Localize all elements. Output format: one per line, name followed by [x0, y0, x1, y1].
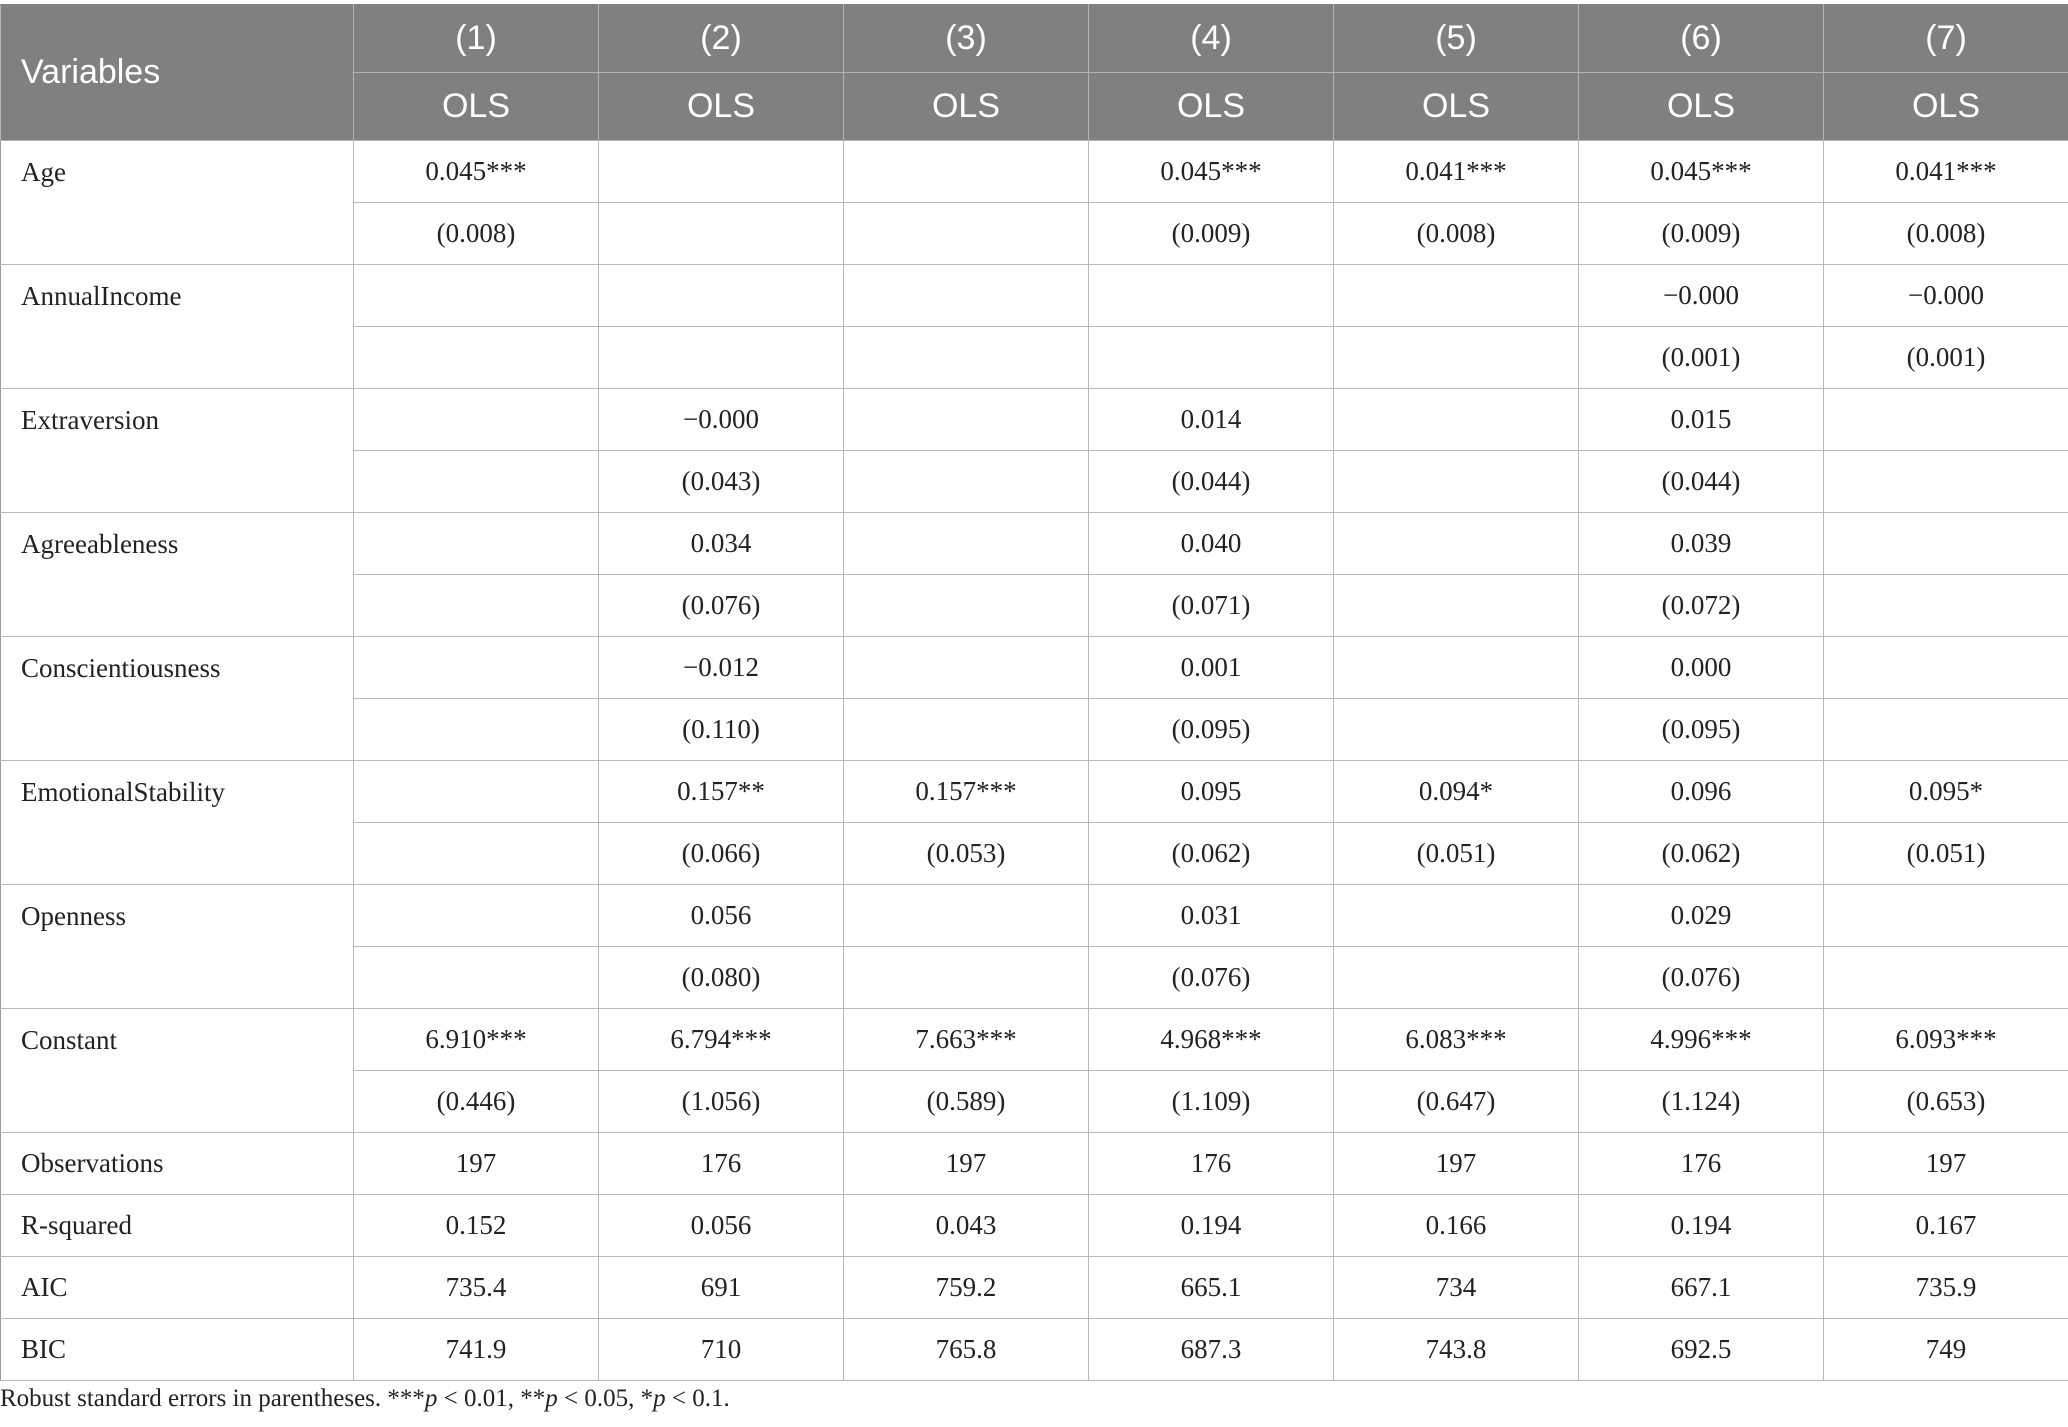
standard-error-cell: (0.008): [1824, 203, 2068, 265]
coefficient-cell: −0.000: [1824, 265, 2068, 327]
coefficient-cell: 0.000: [1579, 637, 1824, 699]
standard-error-cell: (0.008): [1334, 203, 1579, 265]
column-header: (6): [1579, 5, 1824, 73]
coefficient-cell: [844, 141, 1089, 203]
coefficient-row: [1, 885, 2068, 947]
footnote-p-symbol: p: [424, 1385, 438, 1412]
coefficient-cell: 0.031: [1089, 885, 1334, 947]
statistic-cell: 692.5: [1579, 1319, 1824, 1381]
standard-error-cell: [354, 947, 599, 1009]
standard-error-cell: (0.062): [1579, 823, 1824, 885]
standard-error-cell: (0.053): [844, 823, 1089, 885]
standard-error-cell: [354, 575, 599, 637]
standard-error-cell: (0.446): [354, 1071, 599, 1133]
coefficient-row: [1, 265, 2068, 327]
coefficient-cell: 0.157**: [599, 761, 844, 823]
standard-error-cell: (0.062): [1089, 823, 1334, 885]
coefficient-row: [1, 389, 2068, 451]
statistic-row: [1, 1195, 2068, 1257]
standard-error-cell: (0.110): [599, 699, 844, 761]
standard-error-cell: [1089, 327, 1334, 389]
statistic-label: BIC: [1, 1319, 354, 1381]
standard-error-cell: (1.124): [1579, 1071, 1824, 1133]
statistic-cell: 197: [844, 1133, 1089, 1195]
standard-error-cell: [354, 699, 599, 761]
standard-error-cell: [1824, 575, 2068, 637]
standard-error-cell: (0.008): [354, 203, 599, 265]
coefficient-cell: [1334, 389, 1579, 451]
statistic-cell: 735.9: [1824, 1257, 2068, 1319]
coefficient-cell: 0.094*: [1334, 761, 1579, 823]
footnote-threshold: < 0.05,: [557, 1385, 641, 1412]
coefficient-cell: 0.045***: [1089, 141, 1334, 203]
statistic-cell: 197: [1334, 1133, 1579, 1195]
statistic-label: AIC: [1, 1257, 354, 1319]
coefficient-cell: 0.040: [1089, 513, 1334, 575]
method-header: OLS: [1334, 73, 1579, 141]
coefficient-cell: 0.045***: [354, 141, 599, 203]
standard-error-cell: [1334, 699, 1579, 761]
standard-error-cell: (0.080): [599, 947, 844, 1009]
column-header: (3): [844, 5, 1089, 73]
coefficient-cell: 0.015: [1579, 389, 1824, 451]
standard-error-cell: (0.044): [1579, 451, 1824, 513]
statistic-cell: 0.152: [354, 1195, 599, 1257]
statistic-cell: 0.194: [1089, 1195, 1334, 1257]
variable-label: EmotionalStability: [1, 761, 354, 885]
coefficient-cell: [844, 265, 1089, 327]
standard-error-cell: (0.647): [1334, 1071, 1579, 1133]
coefficient-cell: 0.157***: [844, 761, 1089, 823]
variable-label: Constant: [1, 1009, 354, 1133]
coefficient-cell: 6.910***: [354, 1009, 599, 1071]
variable-label: AnnualIncome: [1, 265, 354, 389]
statistic-cell: 176: [1089, 1133, 1334, 1195]
variable-label: Age: [1, 141, 354, 265]
standard-error-cell: [354, 327, 599, 389]
statistic-cell: 741.9: [354, 1319, 599, 1381]
coefficient-cell: [1824, 513, 2068, 575]
column-header: (4): [1089, 5, 1334, 73]
coefficient-cell: 0.001: [1089, 637, 1334, 699]
standard-error-cell: (0.076): [1089, 947, 1334, 1009]
method-header: OLS: [599, 73, 844, 141]
table-header: [1, 5, 2068, 141]
coefficient-cell: 0.096: [1579, 761, 1824, 823]
coefficient-cell: 0.045***: [1579, 141, 1824, 203]
statistic-cell: 710: [599, 1319, 844, 1381]
footnote-stars: ***: [387, 1385, 425, 1412]
standard-error-cell: (0.072): [1579, 575, 1824, 637]
footnote-prefix: Robust standard errors in parentheses.: [0, 1385, 388, 1412]
coefficient-cell: 4.968***: [1089, 1009, 1334, 1071]
footnote-p-symbol: p: [545, 1385, 558, 1412]
coefficient-cell: 7.663***: [844, 1009, 1089, 1071]
statistic-cell: 0.167: [1824, 1195, 2068, 1257]
standard-error-cell: [1334, 327, 1579, 389]
coefficient-cell: 0.041***: [1334, 141, 1579, 203]
coefficient-row: [1, 637, 2068, 699]
statistic-cell: 765.8: [844, 1319, 1089, 1381]
standard-error-cell: (0.051): [1824, 823, 2068, 885]
standard-error-cell: (0.095): [1089, 699, 1334, 761]
statistic-cell: 749: [1824, 1319, 2068, 1381]
statistic-cell: 735.4: [354, 1257, 599, 1319]
standard-error-cell: [354, 451, 599, 513]
column-header: (5): [1334, 5, 1579, 73]
coefficient-cell: −0.000: [1579, 265, 1824, 327]
coefficient-cell: [844, 389, 1089, 451]
method-header: OLS: [1089, 73, 1334, 141]
coefficient-cell: [1334, 513, 1579, 575]
coefficient-cell: [599, 265, 844, 327]
coefficient-cell: 6.794***: [599, 1009, 844, 1071]
statistic-cell: 197: [1824, 1133, 2068, 1195]
standard-error-cell: [844, 947, 1089, 1009]
statistic-cell: 0.194: [1579, 1195, 1824, 1257]
standard-error-cell: [1824, 947, 2068, 1009]
coefficient-cell: 6.093***: [1824, 1009, 2068, 1071]
coefficient-row: [1, 141, 2068, 203]
standard-error-cell: (0.095): [1579, 699, 1824, 761]
standard-error-cell: [1334, 451, 1579, 513]
statistic-cell: 743.8: [1334, 1319, 1579, 1381]
coefficient-cell: 0.034: [599, 513, 844, 575]
statistic-cell: 0.043: [844, 1195, 1089, 1257]
coefficient-cell: −0.000: [599, 389, 844, 451]
coefficient-cell: [1824, 637, 2068, 699]
statistic-cell: 665.1: [1089, 1257, 1334, 1319]
statistic-cell: 759.2: [844, 1257, 1089, 1319]
coefficient-cell: 0.056: [599, 885, 844, 947]
standard-error-cell: [1824, 451, 2068, 513]
coefficient-row: [1, 1009, 2068, 1071]
statistic-row: [1, 1319, 2068, 1381]
coefficient-cell: [354, 761, 599, 823]
statistic-cell: 734: [1334, 1257, 1579, 1319]
coefficient-row: [1, 761, 2068, 823]
standard-error-cell: (0.589): [844, 1071, 1089, 1133]
statistic-cell: 0.056: [599, 1195, 844, 1257]
coefficient-cell: [1824, 885, 2068, 947]
column-header: (1): [354, 5, 599, 73]
standard-error-cell: (0.076): [1579, 947, 1824, 1009]
standard-error-cell: [599, 327, 844, 389]
coefficient-cell: 0.029: [1579, 885, 1824, 947]
standard-error-cell: (0.653): [1824, 1071, 2068, 1133]
standard-error-cell: [844, 451, 1089, 513]
standard-error-cell: (0.043): [599, 451, 844, 513]
standard-error-cell: [844, 699, 1089, 761]
coefficient-cell: 0.095: [1089, 761, 1334, 823]
variable-label: Extraversion: [1, 389, 354, 513]
coefficient-cell: [1824, 389, 2068, 451]
coefficient-cell: [844, 637, 1089, 699]
coefficient-cell: [354, 637, 599, 699]
statistic-cell: 197: [354, 1133, 599, 1195]
standard-error-cell: (0.066): [599, 823, 844, 885]
standard-error-cell: (1.109): [1089, 1071, 1334, 1133]
column-header: (7): [1824, 5, 2068, 73]
standard-error-cell: (0.044): [1089, 451, 1334, 513]
standard-error-cell: [354, 823, 599, 885]
standard-error-cell: [844, 575, 1089, 637]
standard-error-cell: [844, 327, 1089, 389]
coefficient-cell: 0.041***: [1824, 141, 2068, 203]
method-header: OLS: [354, 73, 599, 141]
coefficient-cell: [354, 389, 599, 451]
coefficient-cell: [1334, 885, 1579, 947]
standard-error-cell: (0.071): [1089, 575, 1334, 637]
table-footnote: [0, 1385, 730, 1413]
standard-error-cell: [599, 203, 844, 265]
coefficient-cell: [844, 885, 1089, 947]
variables-header: Variables: [1, 5, 354, 141]
header-row-columns: [1, 5, 2068, 73]
standard-error-cell: (0.009): [1089, 203, 1334, 265]
coefficient-cell: [354, 265, 599, 327]
coefficient-cell: 6.083***: [1334, 1009, 1579, 1071]
footnote-stars: **: [520, 1385, 546, 1412]
standard-error-cell: (0.001): [1824, 327, 2068, 389]
standard-error-cell: (0.001): [1579, 327, 1824, 389]
coefficient-cell: 0.095*: [1824, 761, 2068, 823]
coefficient-cell: [354, 513, 599, 575]
coefficient-cell: [1334, 637, 1579, 699]
statistic-label: R-squared: [1, 1195, 354, 1257]
standard-error-cell: (0.051): [1334, 823, 1579, 885]
statistic-row: [1, 1257, 2068, 1319]
method-header: OLS: [1579, 73, 1824, 141]
standard-error-cell: (0.009): [1579, 203, 1824, 265]
standard-error-cell: (1.056): [599, 1071, 844, 1133]
coefficient-cell: [844, 513, 1089, 575]
standard-error-cell: [844, 203, 1089, 265]
statistic-label: Observations: [1, 1133, 354, 1195]
coefficient-cell: 4.996***: [1579, 1009, 1824, 1071]
coefficient-cell: −0.012: [599, 637, 844, 699]
statistic-cell: 687.3: [1089, 1319, 1334, 1381]
regression-table: [0, 4, 2068, 1381]
standard-error-cell: [1334, 947, 1579, 1009]
coefficient-cell: 0.039: [1579, 513, 1824, 575]
method-header: OLS: [844, 73, 1089, 141]
coefficient-cell: [1089, 265, 1334, 327]
table-body: [1, 141, 2068, 1381]
variable-label: Openness: [1, 885, 354, 1009]
standard-error-cell: (0.076): [599, 575, 844, 637]
variable-label: Conscientiousness: [1, 637, 354, 761]
method-header: OLS: [1824, 73, 2068, 141]
statistic-cell: 0.166: [1334, 1195, 1579, 1257]
footnote-threshold: < 0.01,: [437, 1385, 521, 1412]
standard-error-cell: [1334, 575, 1579, 637]
variable-label: Agreeableness: [1, 513, 354, 637]
statistic-row: [1, 1133, 2068, 1195]
statistic-cell: 667.1: [1579, 1257, 1824, 1319]
coefficient-cell: [599, 141, 844, 203]
coefficient-cell: [354, 885, 599, 947]
footnote-p-symbol: p: [653, 1385, 666, 1412]
statistic-cell: 176: [599, 1133, 844, 1195]
statistic-cell: 176: [1579, 1133, 1824, 1195]
column-header: (2): [599, 5, 844, 73]
statistic-cell: 691: [599, 1257, 844, 1319]
coefficient-cell: 0.014: [1089, 389, 1334, 451]
standard-error-cell: [1824, 699, 2068, 761]
coefficient-cell: [1334, 265, 1579, 327]
footnote-threshold: < 0.1.: [665, 1385, 730, 1412]
coefficient-row: [1, 513, 2068, 575]
footnote-stars: *: [640, 1385, 654, 1412]
